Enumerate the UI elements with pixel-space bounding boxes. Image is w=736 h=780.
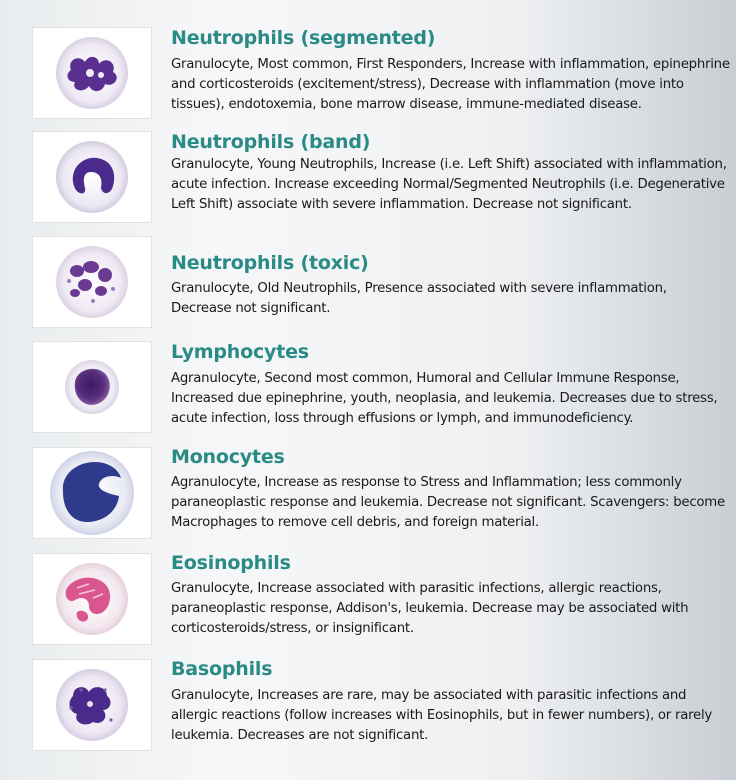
cell-thumbnail xyxy=(32,27,152,119)
cell-thumbnail xyxy=(32,236,152,328)
toxic-neutrophil-icon xyxy=(33,237,151,327)
cell-title: Basophils xyxy=(171,658,273,680)
cell-description: Granulocyte, Increase associated with parasitic infections, allergic reactions, paraneoplastic response, Addison's, leukemia. Decrease may be associated with corticosteroids/stress, or insignificant. xyxy=(171,581,689,636)
cell-thumbnail xyxy=(32,553,152,645)
cell-thumbnail xyxy=(32,131,152,223)
cell-title: Neutrophils (segmented) xyxy=(171,27,436,49)
cell-thumbnail xyxy=(32,447,152,539)
cell-title: Neutrophils (band) xyxy=(171,131,371,153)
cell-title: Eosinophils xyxy=(171,552,291,574)
cell-description: Granulocyte, Most common, First Responders, Increase with inflammation, epinephrine and corticosteroids (excitement/stress), Decrease with inflammation (move into tissues), endotoxemia, bone marrow disease, immune-mediated disease. xyxy=(171,57,730,112)
cell-title: Monocytes xyxy=(171,446,285,468)
cell-title: Neutrophils (toxic) xyxy=(171,252,369,274)
cell-description: Granulocyte, Increases are rare, may be associated with parasitic infections and allergic reactions (follow increases with Eosinophils, but in fewer numbers), or rarely leukemia. Decreases are not significant. xyxy=(171,688,713,743)
cell-thumbnail xyxy=(32,341,152,433)
monocyte-icon xyxy=(33,448,151,538)
lymphocyte-icon xyxy=(33,342,151,432)
cell-description: Agranulocyte, Increase as response to Stress and Inflammation; less commonly paraneoplastic response and leukemia. Decrease not significant. Scavengers: become Macrophages to remove cell debris, and foreign material. xyxy=(171,475,725,530)
cell-thumbnail xyxy=(32,659,152,751)
band-neutrophil-icon xyxy=(33,132,151,222)
cell-description: Agranulocyte, Second most common, Humoral and Cellular Immune Response, Increased due epinephrine, youth, neoplasia, and leukemia. Decreases due to stress, acute infection, loss through effusions or lymph, and immunodeficiency. xyxy=(171,371,718,426)
cell-description: Granulocyte, Young Neutrophils, Increase (i.e. Left Shift) associated with inflammation, acute infection. Increase exceeding Normal/Segmented Neutrophils (i.e. Degenerative Left Shift) associate with severe inflammation. Decrease not significant. xyxy=(171,157,727,212)
cell-title: Lymphocytes xyxy=(171,341,309,363)
cell-description: Granulocyte, Old Neutrophils, Presence associated with severe inflammation, Decrease not significant. xyxy=(171,281,667,316)
basophil-icon xyxy=(33,660,151,750)
segmented-neutrophil-icon xyxy=(33,28,151,118)
eosinophil-icon xyxy=(33,554,151,644)
